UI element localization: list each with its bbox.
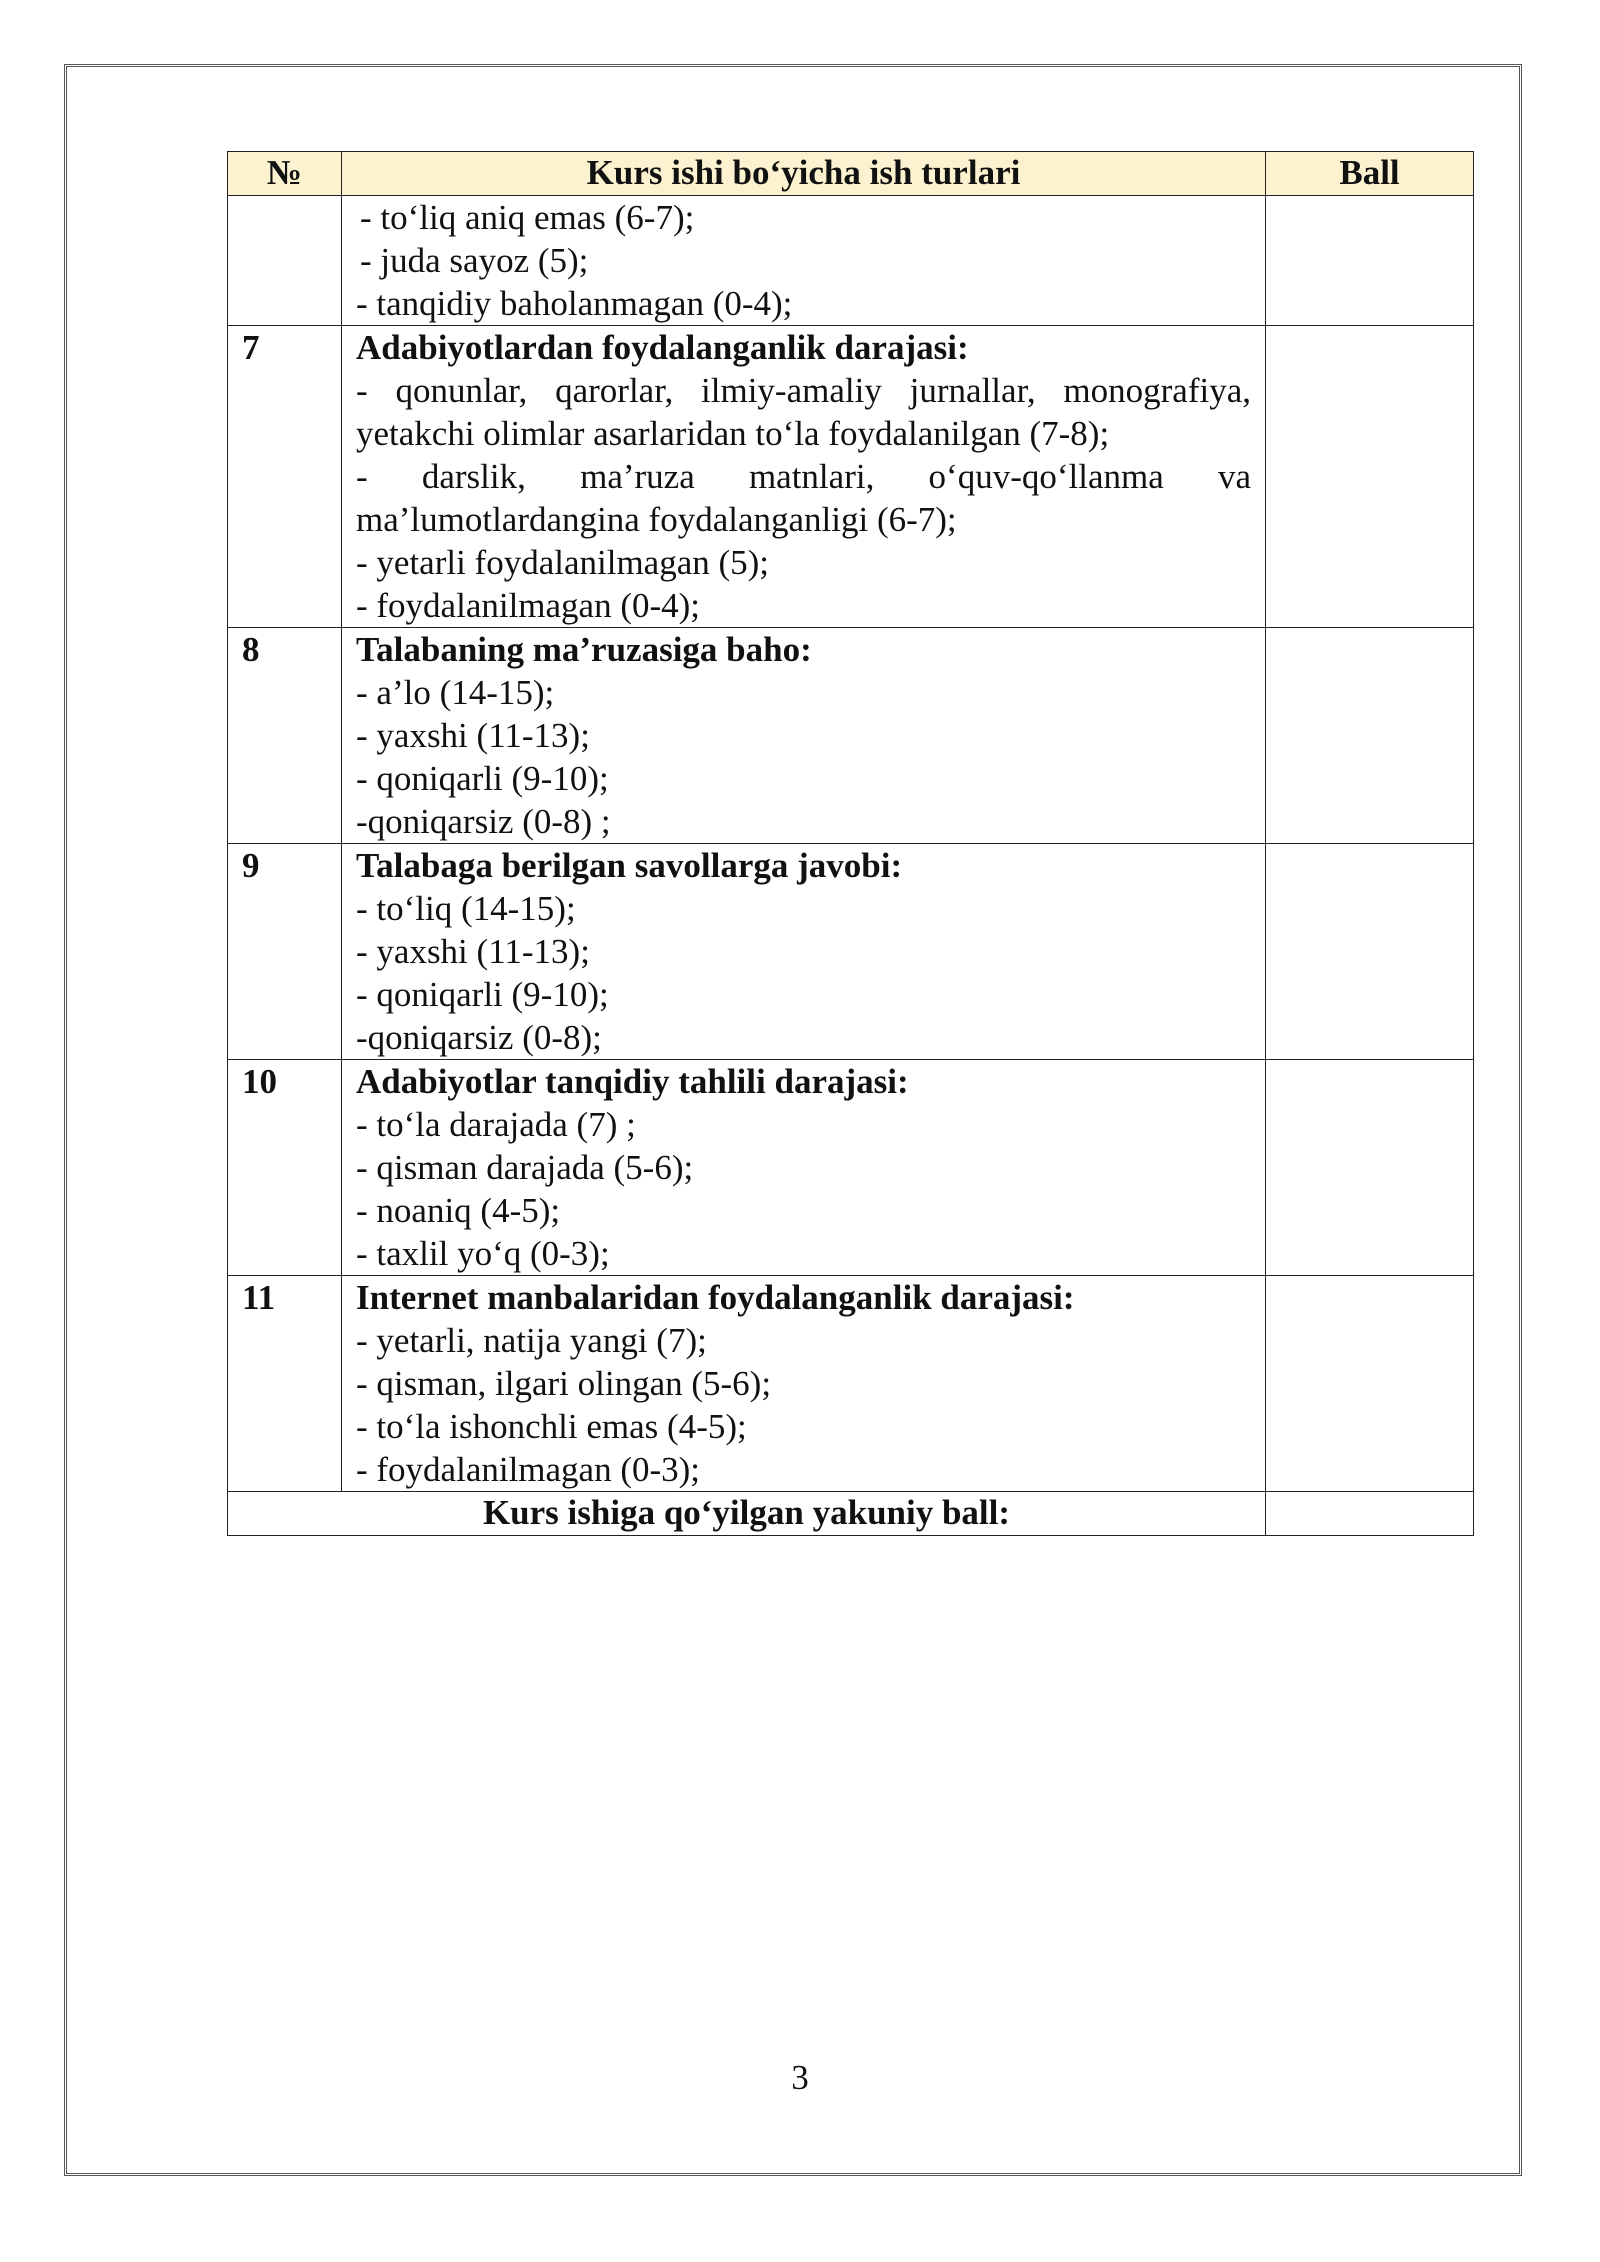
criterion-line: - to‘la ishonchli emas (4-5); — [356, 1407, 747, 1446]
criterion-line: - tanqidiy baholanmagan (0-4); — [356, 284, 793, 323]
row-number-cell — [228, 196, 342, 326]
header-score: Ball — [1266, 152, 1474, 196]
criterion-line: - yaxshi (11-13); — [356, 716, 590, 755]
criterion-title: Adabiyotlar tanqidiy tahlili darajasi: — [356, 1062, 909, 1101]
criterion-title: Adabiyotlardan foydalanganlik darajasi: — [356, 328, 969, 367]
criterion-line: - taxlil yo‘q (0-3); — [356, 1234, 610, 1273]
criterion-line: - noaniq (4-5); — [356, 1191, 561, 1230]
row-description-cell — [342, 1060, 1266, 1276]
criterion-title: Talabaning ma’ruzasiga baho: — [356, 630, 812, 669]
row-description-cell — [342, 326, 1266, 628]
table-row-10 — [228, 1060, 1474, 1276]
row-number: 11 — [228, 1276, 342, 1492]
criterion-line: -qoniqarsiz (0-8) ; — [356, 802, 611, 841]
total-score-label: Kurs ishiga qo‘yilgan yakuniy ball: — [228, 1492, 1266, 1536]
criterion-title: Internet manbalaridan foydalanganlik darajasi: — [356, 1278, 1075, 1317]
table-row-9 — [228, 844, 1474, 1060]
criterion-line: - a’lo (14-15); — [356, 673, 555, 712]
score-cell — [1266, 844, 1474, 1060]
row-description-cell — [342, 1276, 1266, 1492]
criterion-line: - yetarli, natija yangi (7); — [356, 1321, 707, 1360]
criterion-line: - darslik, ma’ruza matnlari, o‘quv-qo‘llanma va — [356, 457, 1251, 496]
page-number: 3 — [791, 2058, 809, 2097]
criterion-line: - qisman, ilgari olingan (5-6); — [356, 1364, 772, 1403]
criterion-line: - to‘liq (14-15); — [356, 889, 576, 928]
criterion-title: Talabaga berilgan savollarga javobi: — [356, 846, 903, 885]
row-description-cell — [342, 844, 1266, 1060]
criterion-line: yetakchi olimlar asarlaridan to‘la foydalanilgan (7-8); — [356, 414, 1110, 453]
criterion-line: - to‘liq aniq emas (6-7); — [360, 198, 695, 237]
score-cell — [1266, 1060, 1474, 1276]
criterion-line: ma’lumotlardangina foydalanganligi (6-7); — [356, 500, 957, 539]
criterion-line: - to‘la darajada (7) ; — [356, 1105, 636, 1144]
header-number: № — [228, 152, 342, 196]
score-cell — [1266, 196, 1474, 326]
score-cell — [1266, 326, 1474, 628]
row-number: 9 — [228, 844, 342, 1060]
score-cell — [1266, 628, 1474, 844]
table-row-continuation — [228, 196, 1474, 326]
header-work-types: Kurs ishi bo‘yicha ish turlari — [342, 152, 1266, 196]
total-score-cell — [1266, 1492, 1474, 1536]
table-row-7 — [228, 326, 1474, 628]
criterion-line: - juda sayoz (5); — [360, 241, 589, 280]
criterion-line: - foydalanilmagan (0-4); — [356, 586, 701, 625]
criterion-line: - yetarli foydalanilmagan (5); — [356, 543, 770, 582]
criterion-line: - yaxshi (11-13); — [356, 932, 590, 971]
criterion-line: - qisman darajada (5-6); — [356, 1148, 694, 1187]
row-description-cell — [342, 196, 1266, 326]
criterion-line: - qonunlar, qarorlar, ilmiy-amaliy jurnallar, monografiya, — [356, 371, 1251, 410]
criterion-line: - qoniqarli (9-10); — [356, 759, 609, 798]
row-number: 8 — [228, 628, 342, 844]
grading-table — [227, 151, 1474, 1536]
score-cell — [1266, 1276, 1474, 1492]
table-row-total — [228, 1492, 1474, 1536]
criterion-line: -qoniqarsiz (0-8); — [356, 1018, 602, 1057]
criterion-line: - qoniqarli (9-10); — [356, 975, 609, 1014]
row-description-cell — [342, 628, 1266, 844]
table-row-8 — [228, 628, 1474, 844]
row-number: 7 — [228, 326, 342, 628]
row-number: 10 — [228, 1060, 342, 1276]
table-header-row — [228, 152, 1474, 196]
criterion-line: - foydalanilmagan (0-3); — [356, 1450, 701, 1489]
table-row-11 — [228, 1276, 1474, 1492]
